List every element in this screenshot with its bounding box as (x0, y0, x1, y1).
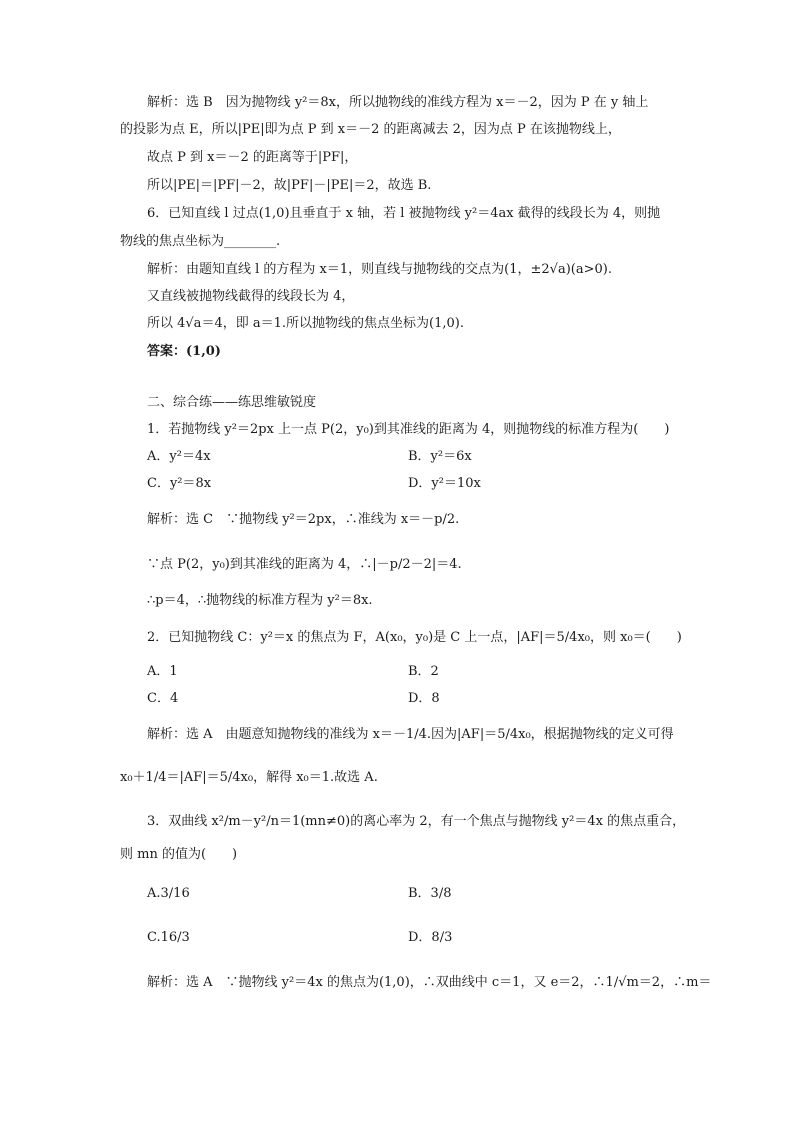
question-1-stem: 1．若抛物线 y²＝2px 上一点 P(2，y₀)到其准线的距离为 4，则抛物线的标准方程为( ) (147, 422, 670, 437)
question-2-option-c: C．4 (147, 691, 179, 706)
question-3-option-b: B．3/8 (408, 886, 452, 901)
question-1-option-b: B．y²＝6x (408, 449, 472, 464)
question-1-option-a: A．y²＝4x (147, 449, 211, 464)
question-6-solution-line-3: 所以 4√a＝4，即 a＝1.所以抛物线的焦点坐标为(1,0). (147, 316, 464, 331)
question-1-solution-line-1: 解析：选 C ∵抛物线 y²＝2px，∴准线为 x＝－p/2. (147, 512, 460, 527)
question-6-solution-line-2: 又直线被抛物线截得的线段长为 4， (147, 289, 355, 304)
question-1-option-c: C．y²＝8x (147, 476, 212, 491)
question-1-option-d: D．y²＝10x (408, 476, 481, 491)
question-3-stem-line-2: 则 mn 的值为( ) (120, 847, 238, 862)
question-3-solution-line-1: 解析：选 A ∵抛物线 y²＝4x 的焦点为(1,0)，∴双曲线中 c＝1，又 e＝2，∴1/√m＝2，∴m＝ (147, 975, 712, 990)
question-1-solution-line-3: ∴p＝4，∴抛物线的标准方程为 y²＝8x. (147, 593, 373, 608)
prev-solution-line-4: 所以|PE|＝|PF|－2，故|PF|－|PE|＝2，故选 B. (147, 178, 432, 193)
question-3-stem-line-1: 3．双曲线 x²/m－y²/n＝1(mn≠0)的离心率为 2，有一个焦点与抛物线 y²＝4x 的焦点重合， (147, 814, 686, 829)
question-6-stem-line-1: 6．已知直线 l 过点(1,0)且垂直于 x 轴，若 l 被抛物线 y²＝4ax 截得的线段长为 4，则抛 (147, 206, 661, 221)
question-2-option-d: D．8 (408, 691, 440, 706)
question-2-solution-line-2: x₀＋1/4＝|AF|＝5/4x₀，解得 x₀＝1.故选 A. (120, 770, 378, 785)
question-6-stem-line-2: 物线的焦点坐标为________. (120, 234, 281, 249)
question-6-answer: 答案：(1,0) (147, 344, 221, 359)
question-3-option-d: D．8/3 (408, 930, 453, 945)
question-2-solution-line-1: 解析：选 A 由题意知抛物线的准线为 x＝－1/4.因为|AF|＝5/4x₀，根据抛物线的定义可得 (147, 727, 674, 742)
question-3-option-a: A.3/16 (147, 886, 190, 901)
prev-solution-line-1: 解析：选 B 因为抛物线 y²＝8x，所以抛物线的准线方程为 x＝－2，因为 P 在 y 轴上 (147, 95, 649, 110)
question-2-stem: 2．已知抛物线 C：y²＝x 的焦点为 F，A(x₀，y₀)是 C 上一点，|AF|＝5/4x₀，则 x₀＝( ) (147, 630, 682, 645)
section-2-heading: 二、综合练——练思维敏锐度 (147, 395, 317, 410)
question-2-option-b: B．2 (408, 664, 439, 679)
question-1-solution-line-2: ∵点 P(2，y₀)到其准线的距离为 4，∴|－p/2－2|＝4. (147, 557, 462, 572)
prev-solution-line-3: 故点 P 到 x＝－2 的距离等于|PF|， (147, 150, 358, 165)
question-3-option-c: C.16/3 (147, 930, 190, 945)
question-6-solution-line-1: 解析：由题知直线 l 的方程为 x＝1，则直线与抛物线的交点为(1，±2√a)(a>0). (147, 262, 612, 277)
question-2-option-a: A．1 (147, 664, 178, 679)
prev-solution-line-2: 的投影为点 E，所以|PE|即为点 P 到 x＝－2 的距离减去 2，因为点 P 在该抛物线上， (120, 122, 621, 137)
